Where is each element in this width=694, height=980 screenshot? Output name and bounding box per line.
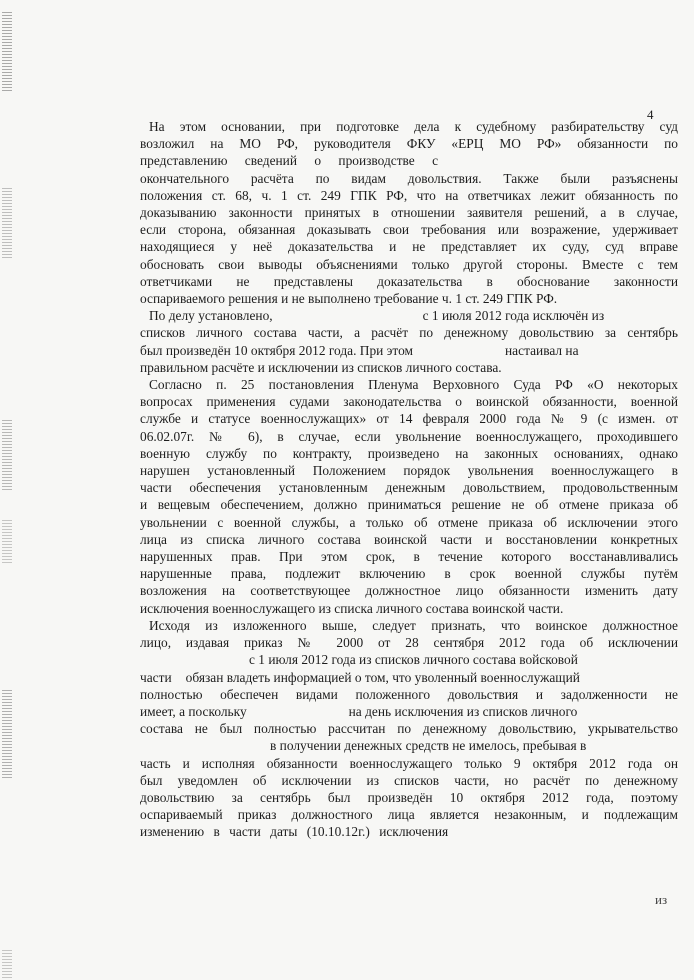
page-number: 4	[647, 107, 654, 122]
cut-off-text: из	[655, 892, 668, 907]
text-line: оспариваемый приказ должностного лица является незаконным, и подлежащим	[140, 807, 678, 823]
scan-artifact-bottom	[2, 950, 12, 978]
text-line: полностью обеспечен видами положенного довольствия и задолженности не	[140, 686, 678, 702]
text-line: с 1 июля 2012 года из списков личного состава войсковой	[249, 652, 578, 668]
text-line: нарушенные права, подлежит включению в срок военной службы путём	[140, 566, 678, 582]
text-line: На этом основании, при подготовке дела к судебному разбирательству суд	[149, 119, 678, 134]
text-line: части обеспечения установленным денежным довольствием, продовольственным	[140, 480, 678, 496]
scan-artifact-top	[2, 12, 12, 92]
text-line: ответчиками не представлены доказательства в обоснование законности	[140, 273, 678, 289]
scan-artifact-middle-1	[2, 188, 12, 258]
text-line: состава не был полностью рассчитан по денежному довольствию, укрывательство	[140, 721, 678, 737]
text-line: исключения военнослужащего из списка личного состава воинской части.	[140, 600, 564, 616]
text-line: положения ст. 68, ч. 1 ст. 249 ГПК РФ, что на ответчиках лежит обязанность по	[140, 187, 678, 203]
scan-artifact-lower	[2, 690, 12, 780]
text-line: службе и статусе военнослужащих» от 14 февраля 2000 года № 9 (с измен. от	[140, 411, 678, 427]
text-line: лицо, издавая приказ № 2000 от 28 сентября 2012 года об исключении	[140, 635, 678, 651]
text-line: если сторона, обязанная доказывать свои требования или возражение, удерживает	[140, 222, 678, 238]
text-line: лица из списка личного состава воинской части и восстановлении конкретных	[140, 531, 678, 547]
text-line: нарушенных прав. При этом срок, в течение которого восстанавливались	[140, 549, 678, 565]
text-line: возложения на соответствующее должностное лицо обязанности изменить дату	[140, 583, 678, 599]
document-body	[140, 118, 678, 841]
text-line: довольствию за сентябрь был произведён 10 октября 2012 года, поэтому	[140, 789, 678, 805]
text-line: был произведён 10 октября 2012 года. При этом настаивал на	[140, 342, 579, 358]
text-line: оспариваемого решения и не выполнено требование ч. 1 ст. 249 ГПК РФ.	[140, 291, 558, 307]
text-line: обосновать свои выводы объяснениями только другой стороны. Вместе с тем	[140, 256, 678, 272]
text-line: 06.02.07г. № 6), в случае, если увольнение военнослужащего, проходившего	[140, 428, 678, 444]
text-line: военную службу по контракту, произведено на законных основаниях, однако	[140, 445, 678, 461]
text-line: был уведомлен об исключении из списков части, но расчёт по денежному	[140, 772, 678, 788]
text-line: изменению в части даты (10.10.12г.) исключения	[140, 824, 449, 840]
text-line: увольнении с военной службы, а только об отмене приказа об исключении этого	[140, 514, 678, 530]
text-line: окончательного расчёта по видам довольствия. Также были разъяснены	[140, 170, 678, 186]
text-line: списков личного состава части, а расчёт по денежному довольствию за сентябрь	[140, 325, 678, 341]
text-line: правильном расчёте и исключении из списков личного состава.	[140, 359, 502, 375]
text-line: и вещевым обеспечением, должно приниматься решение не об отмене приказа об	[140, 497, 678, 513]
scan-artifact-middle-3	[2, 520, 12, 565]
text-line: вопросах применения судами законодательства о воинской обязанности, военной	[140, 394, 678, 410]
text-line: Исходя из изложенного выше, следует признать, что воинское должностное	[149, 617, 678, 633]
scan-artifact-middle-2	[2, 420, 12, 490]
text-line: Согласно п. 25 постановления Пленума Верховного Суда РФ «О некоторых	[149, 377, 678, 393]
text-line: находящиеся у неё доказательства и не представляет их суду, суд вправе	[140, 239, 678, 255]
text-line: представлению сведений о производстве с	[140, 153, 439, 169]
text-line: доказыванию законности принятых в отношении заявителя решений, а в случае,	[140, 205, 678, 221]
text-line: возложил на МО РФ, руководителя ФКУ «ЕРЦ МО РФ» обязанности по	[140, 136, 678, 152]
text-line: По делу установлено, с 1 июля 2012 года исключён из	[149, 308, 605, 324]
text-line: в получении денежных средств не имелось, пребывая в	[270, 738, 587, 754]
text-line: нарушен установленный Положением порядок увольнения военнослужащего в	[140, 463, 678, 479]
text-line: части обязан владеть информацией о том, что уволенный военнослужащий	[140, 669, 580, 685]
text-line: имеет, а поскольку на день исключения из списков личного	[140, 703, 578, 719]
text-line: часть и исполняя обязанности военнослужащего только 9 октября 2012 года он	[140, 755, 678, 771]
